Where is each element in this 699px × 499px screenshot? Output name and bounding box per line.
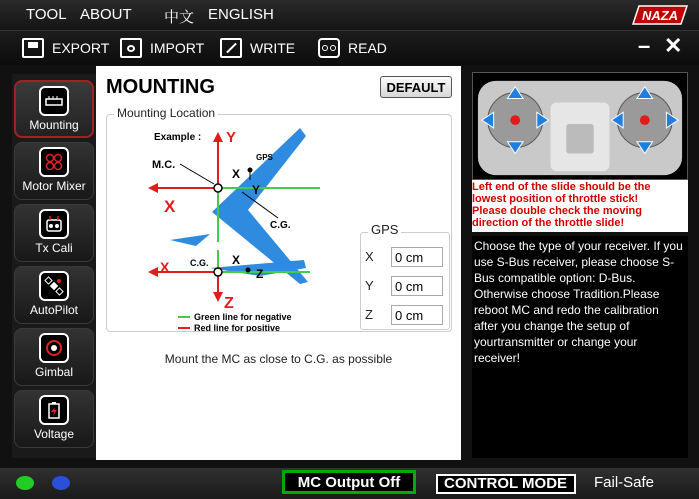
gimbal-icon <box>39 333 69 363</box>
sidebar-item-autopilot[interactable] <box>14 266 94 324</box>
sidebar-label-voltage: Voltage <box>33 427 75 441</box>
sidebar-label-mounting: Mounting <box>29 118 79 132</box>
mc-point <box>214 184 222 192</box>
diagram-y-label: Y <box>226 129 237 146</box>
diagram-x-label-top: X <box>232 167 241 181</box>
menu-chinese[interactable]: 中文 <box>164 9 195 26</box>
gps-group-label: GPS <box>368 222 401 237</box>
warning-line: direction of the throttle slide! <box>472 217 625 229</box>
gps-x-input[interactable] <box>391 247 443 267</box>
diagram-z-side-label: Z <box>256 267 264 281</box>
import-button[interactable] <box>120 35 204 61</box>
diagram-x-axis-label: X <box>164 197 176 216</box>
logo-text: NAZA <box>641 8 679 23</box>
sidebar <box>12 74 98 458</box>
import-label: IMPORT <box>150 40 205 56</box>
y-axis-arrow <box>213 132 223 142</box>
gps-z-label: Z <box>365 307 373 322</box>
warning-line: Please double check the moving <box>472 205 642 217</box>
blue-led-icon <box>52 476 70 490</box>
x-axis-side-arrow <box>148 267 158 277</box>
sidebar-item-voltage[interactable] <box>14 390 94 448</box>
export-button[interactable] <box>22 35 109 61</box>
sidebar-label-motor-mixer: Motor Mixer <box>22 179 86 193</box>
z-axis-arrow <box>213 292 223 302</box>
diagram-cg-side-label: C.G. <box>190 258 209 268</box>
sidebar-label-autopilot: AutoPilot <box>29 303 79 317</box>
sidebar-item-mounting[interactable] <box>14 80 94 138</box>
diagram-x-side-label: X <box>232 253 241 267</box>
sidebar-label-gimbal: Gimbal <box>34 365 73 379</box>
mounting-icon <box>39 86 69 116</box>
warning-line: lowest position of throttle stick! <box>472 193 639 205</box>
page-title: MOUNTING <box>106 76 215 98</box>
export-icon <box>22 38 44 58</box>
minimize-icon[interactable]: – <box>638 33 651 58</box>
gps-x-label: X <box>365 249 374 264</box>
write-button[interactable] <box>220 35 295 61</box>
warning-line: Left end of the slide should be the <box>472 181 651 193</box>
status-bar <box>0 468 699 499</box>
sidebar-item-motor-mixer[interactable] <box>14 142 94 200</box>
sidebar-item-gimbal[interactable] <box>14 328 94 386</box>
menu-about[interactable]: ABOUT <box>80 6 132 23</box>
gps-y-label: Y <box>365 278 374 293</box>
failsafe-status: Fail-Safe <box>594 474 655 491</box>
transmitter-image <box>472 72 688 180</box>
diagram-z-axis-label: Z <box>224 295 234 312</box>
mc-side-point <box>214 268 222 276</box>
menu-tool[interactable]: TOOL <box>26 6 67 23</box>
voltage-icon <box>39 395 69 425</box>
mc-pointer <box>180 164 214 184</box>
gps-side-point <box>246 268 251 273</box>
write-label: WRITE <box>250 40 296 56</box>
mounting-hint: Mount the MC as close to C.G. as possible <box>164 352 393 366</box>
tx-cali-icon <box>39 209 69 239</box>
green-led-icon <box>16 476 34 490</box>
mounting-diagram <box>110 122 358 332</box>
x-axis-arrow <box>148 183 158 193</box>
export-label: EXPORT <box>52 40 110 56</box>
diagram-cg-label: C.G. <box>270 220 291 231</box>
gps-group <box>360 232 450 330</box>
sidebar-label-tx-cali: Tx Cali <box>35 241 73 255</box>
aircraft-top-view <box>212 128 308 284</box>
sidebar-item-tx-cali[interactable] <box>14 204 94 262</box>
close-icon[interactable]: ✕ <box>664 33 683 58</box>
control-mode-status: CONTROL MODE <box>436 474 576 494</box>
gps-y-input[interactable] <box>391 276 443 296</box>
menu-bar <box>0 0 699 30</box>
toolbar <box>0 30 699 65</box>
legend-green-label: Green line for negative <box>194 312 292 322</box>
diagram-example-label: Example : <box>154 132 202 143</box>
receiver-info-text: Choose the type of your receiver. If you use S-Bus receiver, please choose S-Bus compatible option: D-Bus. Otherwise choose Tradition.Please reboot MC and redo the calibration after you change the setup of yourtransmitter or change your receiver! <box>472 236 688 458</box>
aircraft-tail <box>170 234 210 246</box>
naza-logo <box>629 2 691 28</box>
read-button[interactable] <box>318 35 387 61</box>
throttle-warning <box>472 180 688 232</box>
diagram-x-side-axis-label: X <box>160 259 170 275</box>
import-icon <box>120 38 142 58</box>
default-button[interactable]: DEFAULT <box>380 76 452 98</box>
mounting-location-label: Mounting Location <box>114 106 218 120</box>
read-icon <box>318 38 340 58</box>
diagram-mc-label: M.C. <box>152 159 176 171</box>
read-label: READ <box>348 40 387 56</box>
diagram-gps-label: GPS <box>256 153 273 162</box>
menu-english[interactable]: ENGLISH <box>208 6 274 23</box>
write-icon <box>220 38 242 58</box>
legend-red-label: Red line for positive <box>194 323 281 332</box>
motor-mixer-icon <box>39 147 69 177</box>
mc-output-status: MC Output Off <box>282 470 416 494</box>
gps-z-input[interactable] <box>391 305 443 325</box>
autopilot-icon <box>39 271 69 301</box>
diagram-y-label-top: Y <box>252 183 261 197</box>
mounting-panel <box>96 66 461 460</box>
